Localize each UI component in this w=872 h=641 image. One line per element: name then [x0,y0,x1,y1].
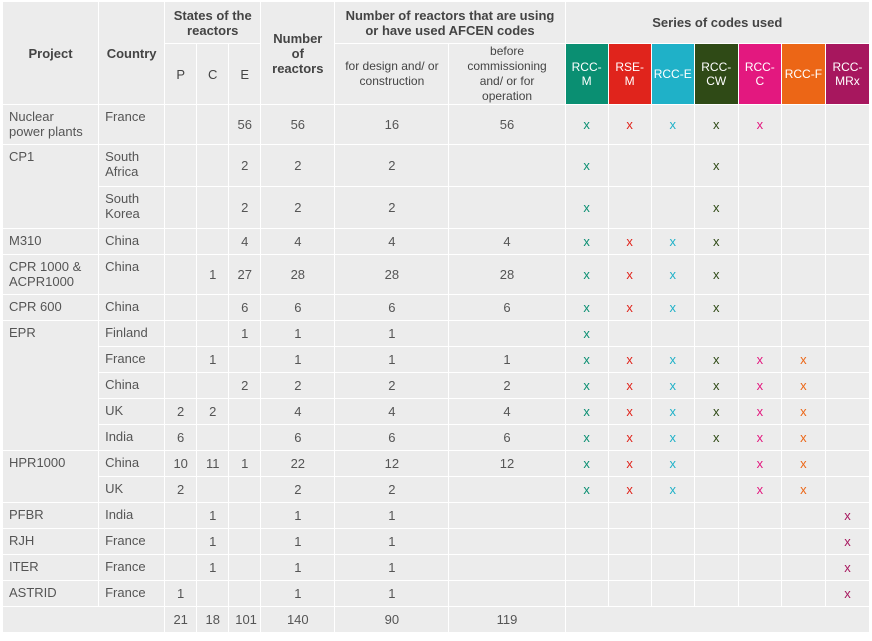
code-mark-cell [608,321,651,347]
code-mark-cell [825,105,869,145]
state-c-cell: 1 [197,255,229,295]
header-state-p: P [165,44,197,105]
code-mark-cell [738,295,781,321]
code-mark-cell: x [651,255,694,295]
header-number: Number of reactors [261,2,335,105]
code-mark-cell [781,295,825,321]
code-mark-cell [738,529,781,555]
afcen-codes-table [2,1,870,633]
state-p-cell [165,555,197,581]
table-row [3,451,870,477]
project-cell: HPR1000 [3,451,99,503]
code-mark-cell: x [608,295,651,321]
code-mark-cell [825,399,869,425]
table-row [3,187,870,229]
afcen-design-cell: 1 [335,347,449,373]
state-e-cell [229,399,261,425]
state-p-cell [165,187,197,229]
state-p-cell: 2 [165,477,197,503]
code-mark-cell [825,451,869,477]
code-mark-cell: x [781,425,825,451]
country-cell: South Korea [99,187,165,229]
code-mark-cell: x [651,229,694,255]
code-mark-cell [738,187,781,229]
header-afcen-before: before commissioning and/ or for operation [449,44,565,105]
state-p-cell: 1 [165,581,197,607]
afcen-design-cell: 2 [335,373,449,399]
country-cell: India [99,425,165,451]
code-mark-cell [825,373,869,399]
number-cell: 4 [261,399,335,425]
code-mark-cell: x [694,255,738,295]
state-e-cell: 2 [229,187,261,229]
project-cell: CPR 600 [3,295,99,321]
totals-spacer [3,607,165,633]
afcen-design-cell: 2 [335,477,449,503]
code-mark-cell: x [565,321,608,347]
code-mark-cell: x [825,555,869,581]
state-c-cell [197,581,229,607]
code-mark-cell: x [608,105,651,145]
header-states: States of the reactors [165,2,261,44]
code-header-rcc-mrx: RCC-MRx [825,44,869,105]
country-cell: China [99,451,165,477]
afcen-design-cell: 28 [335,255,449,295]
code-mark-cell [825,321,869,347]
code-mark-cell [781,145,825,187]
state-c-cell [197,425,229,451]
header-project: Project [3,2,99,105]
state-c-cell [197,295,229,321]
state-p-cell [165,105,197,145]
state-e-cell [229,347,261,373]
number-cell: 2 [261,145,335,187]
table-row [3,503,870,529]
table-row [3,477,870,503]
state-e-cell: 1 [229,321,261,347]
state-c-cell: 1 [197,347,229,373]
state-e-cell: 1 [229,451,261,477]
code-mark-cell [694,451,738,477]
project-cell: EPR [3,321,99,451]
state-c-cell [197,187,229,229]
code-mark-cell [781,529,825,555]
state-p-cell [165,295,197,321]
code-mark-cell: x [608,451,651,477]
code-mark-cell: x [694,187,738,229]
number-cell: 1 [261,529,335,555]
code-mark-cell [781,229,825,255]
project-cell: CP1 [3,145,99,229]
total-p: 21 [165,607,197,633]
state-c-cell [197,145,229,187]
afcen-before-cell: 2 [449,373,565,399]
code-mark-cell: x [738,373,781,399]
table-row [3,105,870,145]
afcen-design-cell: 4 [335,229,449,255]
code-mark-cell [738,555,781,581]
table-row [3,347,870,373]
table-row [3,529,870,555]
code-mark-cell: x [694,373,738,399]
code-mark-cell [781,503,825,529]
code-mark-cell [651,145,694,187]
afcen-before-cell [449,529,565,555]
code-mark-cell: x [651,425,694,451]
code-mark-cell: x [694,347,738,373]
number-cell: 1 [261,321,335,347]
code-mark-cell: x [781,451,825,477]
state-e-cell [229,425,261,451]
state-p-cell [165,145,197,187]
afcen-design-cell: 2 [335,187,449,229]
afcen-before-cell: 4 [449,229,565,255]
state-e-cell [229,581,261,607]
code-mark-cell [608,529,651,555]
code-mark-cell [651,187,694,229]
afcen-before-cell [449,581,565,607]
code-mark-cell [781,255,825,295]
state-c-cell: 1 [197,555,229,581]
table-row [3,581,870,607]
afcen-before-cell: 56 [449,105,565,145]
code-mark-cell [651,581,694,607]
state-c-cell: 2 [197,399,229,425]
afcen-before-cell: 1 [449,347,565,373]
project-cell: M310 [3,229,99,255]
code-mark-cell: x [608,347,651,373]
code-mark-cell: x [608,477,651,503]
header-afcen: Number of reactors that are using or have used AFCEN codes [335,2,565,44]
table-row [3,145,870,187]
afcen-design-cell: 12 [335,451,449,477]
header-state-e: E [229,44,261,105]
table-row [3,295,870,321]
table-body [3,105,870,633]
number-cell: 1 [261,503,335,529]
code-mark-cell: x [694,399,738,425]
code-mark-cell [565,529,608,555]
code-mark-cell [694,581,738,607]
afcen-before-cell [449,555,565,581]
code-mark-cell [651,529,694,555]
state-c-cell: 1 [197,503,229,529]
code-mark-cell [738,581,781,607]
afcen-design-cell: 1 [335,581,449,607]
number-cell: 1 [261,581,335,607]
code-mark-cell: x [781,347,825,373]
code-mark-cell [608,145,651,187]
country-cell: France [99,529,165,555]
country-cell: South Africa [99,145,165,187]
state-e-cell [229,477,261,503]
state-e-cell: 6 [229,295,261,321]
afcen-design-cell: 6 [335,425,449,451]
country-cell: China [99,229,165,255]
code-mark-cell: x [608,255,651,295]
state-p-cell [165,321,197,347]
country-cell: France [99,105,165,145]
code-mark-cell [694,503,738,529]
state-c-cell [197,477,229,503]
state-e-cell: 2 [229,145,261,187]
code-mark-cell [781,581,825,607]
state-p-cell [165,529,197,555]
code-mark-cell [825,187,869,229]
number-cell: 2 [261,187,335,229]
number-cell: 56 [261,105,335,145]
afcen-before-cell: 12 [449,451,565,477]
code-header-rcc-m: RCC-M [565,44,608,105]
code-mark-cell [781,321,825,347]
afcen-before-cell [449,145,565,187]
code-header-rse-m: RSE-M [608,44,651,105]
number-cell: 1 [261,555,335,581]
code-mark-cell [825,255,869,295]
state-p-cell: 10 [165,451,197,477]
code-mark-cell: x [565,373,608,399]
state-c-cell: 11 [197,451,229,477]
state-p-cell [165,229,197,255]
project-cell: PFBR [3,503,99,529]
number-cell: 2 [261,373,335,399]
code-mark-cell: x [565,295,608,321]
code-mark-cell [738,321,781,347]
code-mark-cell: x [608,373,651,399]
code-mark-cell: x [651,477,694,503]
code-mark-cell: x [565,255,608,295]
code-mark-cell: x [738,451,781,477]
code-mark-cell: x [781,373,825,399]
code-mark-cell: x [608,229,651,255]
number-cell: 2 [261,477,335,503]
code-mark-cell [738,229,781,255]
header-state-c: C [197,44,229,105]
totals-codes-spacer [565,607,869,633]
project-cell: ITER [3,555,99,581]
code-mark-cell: x [651,105,694,145]
code-header-rcc-cw: RCC-CW [694,44,738,105]
project-cell: Nuclear power plants [3,105,99,145]
code-mark-cell: x [781,399,825,425]
project-cell: CPR 1000 & ACPR1000 [3,255,99,295]
code-mark-cell: x [565,347,608,373]
afcen-before-cell [449,503,565,529]
code-mark-cell [651,321,694,347]
number-cell: 1 [261,347,335,373]
country-cell: France [99,347,165,373]
table-row [3,373,870,399]
number-cell: 22 [261,451,335,477]
total-number: 140 [261,607,335,633]
code-mark-cell [694,321,738,347]
code-mark-cell [781,555,825,581]
afcen-before-cell [449,477,565,503]
country-cell: Finland [99,321,165,347]
country-cell: China [99,295,165,321]
number-cell: 6 [261,295,335,321]
code-mark-cell [694,555,738,581]
code-mark-cell [825,477,869,503]
code-mark-cell: x [738,399,781,425]
code-mark-cell [565,555,608,581]
code-mark-cell: x [651,451,694,477]
afcen-before-cell: 6 [449,425,565,451]
code-header-rcc-c: RCC-C [738,44,781,105]
number-cell: 28 [261,255,335,295]
table-row [3,255,870,295]
code-mark-cell [781,105,825,145]
total-before: 119 [449,607,565,633]
code-mark-cell [825,425,869,451]
code-mark-cell [825,145,869,187]
code-mark-cell: x [565,229,608,255]
code-mark-cell: x [738,425,781,451]
state-p-cell [165,255,197,295]
country-cell: France [99,581,165,607]
state-e-cell [229,555,261,581]
code-mark-cell: x [738,105,781,145]
code-mark-cell: x [565,477,608,503]
code-mark-cell [608,503,651,529]
code-mark-cell: x [651,399,694,425]
country-cell: China [99,373,165,399]
code-mark-cell: x [608,425,651,451]
code-mark-cell [738,145,781,187]
header-series: Series of codes used [565,2,869,44]
code-mark-cell: x [565,105,608,145]
code-mark-cell [694,477,738,503]
country-cell: UK [99,399,165,425]
totals-row [3,607,870,633]
code-mark-cell: x [694,295,738,321]
code-mark-cell: x [738,477,781,503]
afcen-before-cell [449,321,565,347]
state-e-cell: 27 [229,255,261,295]
code-mark-cell: x [565,399,608,425]
code-mark-cell: x [651,373,694,399]
project-cell: ASTRID [3,581,99,607]
code-mark-cell: x [565,451,608,477]
code-mark-cell [694,529,738,555]
code-mark-cell [651,555,694,581]
afcen-before-cell: 6 [449,295,565,321]
code-mark-cell [825,229,869,255]
code-mark-cell [565,503,608,529]
table-row [3,399,870,425]
code-mark-cell [738,503,781,529]
code-mark-cell: x [694,145,738,187]
table-row [3,425,870,451]
afcen-design-cell: 16 [335,105,449,145]
state-e-cell [229,529,261,555]
code-mark-cell: x [825,529,869,555]
state-p-cell: 2 [165,399,197,425]
code-header-rcc-e: RCC-E [651,44,694,105]
afcen-before-cell: 4 [449,399,565,425]
state-e-cell: 2 [229,373,261,399]
table-row [3,321,870,347]
project-cell: RJH [3,529,99,555]
code-mark-cell [608,581,651,607]
state-c-cell [197,373,229,399]
afcen-before-cell [449,187,565,229]
afcen-design-cell: 6 [335,295,449,321]
code-mark-cell: x [825,503,869,529]
state-p-cell: 6 [165,425,197,451]
state-c-cell [197,321,229,347]
code-header-rcc-f: RCC-F [781,44,825,105]
code-mark-cell: x [781,477,825,503]
table-row [3,229,870,255]
code-mark-cell: x [608,399,651,425]
country-cell: India [99,503,165,529]
country-cell: France [99,555,165,581]
state-p-cell [165,347,197,373]
state-e-cell: 56 [229,105,261,145]
afcen-design-cell: 1 [335,555,449,581]
total-e: 101 [229,607,261,633]
state-c-cell [197,105,229,145]
code-mark-cell: x [651,347,694,373]
header-afcen-design: for design and/ or construction [335,44,449,105]
code-mark-cell [608,555,651,581]
code-mark-cell: x [694,229,738,255]
afcen-design-cell: 1 [335,529,449,555]
table-row [3,555,870,581]
state-e-cell [229,503,261,529]
afcen-design-cell: 2 [335,145,449,187]
total-c: 18 [197,607,229,633]
state-c-cell [197,229,229,255]
code-mark-cell [565,581,608,607]
afcen-before-cell: 28 [449,255,565,295]
state-e-cell: 4 [229,229,261,255]
code-mark-cell: x [738,347,781,373]
code-mark-cell [781,187,825,229]
code-mark-cell [608,187,651,229]
code-mark-cell: x [565,145,608,187]
header-country: Country [99,2,165,105]
code-mark-cell: x [694,105,738,145]
country-cell: UK [99,477,165,503]
state-c-cell: 1 [197,529,229,555]
total-design: 90 [335,607,449,633]
afcen-design-cell: 4 [335,399,449,425]
code-mark-cell: x [565,425,608,451]
state-p-cell [165,503,197,529]
state-p-cell [165,373,197,399]
code-mark-cell: x [825,581,869,607]
code-mark-cell: x [651,295,694,321]
afcen-design-cell: 1 [335,503,449,529]
number-cell: 4 [261,229,335,255]
code-mark-cell [738,255,781,295]
country-cell: China [99,255,165,295]
code-mark-cell: x [565,187,608,229]
code-mark-cell [825,347,869,373]
code-mark-cell [825,295,869,321]
afcen-design-cell: 1 [335,321,449,347]
code-mark-cell: x [694,425,738,451]
code-mark-cell [651,503,694,529]
number-cell: 6 [261,425,335,451]
